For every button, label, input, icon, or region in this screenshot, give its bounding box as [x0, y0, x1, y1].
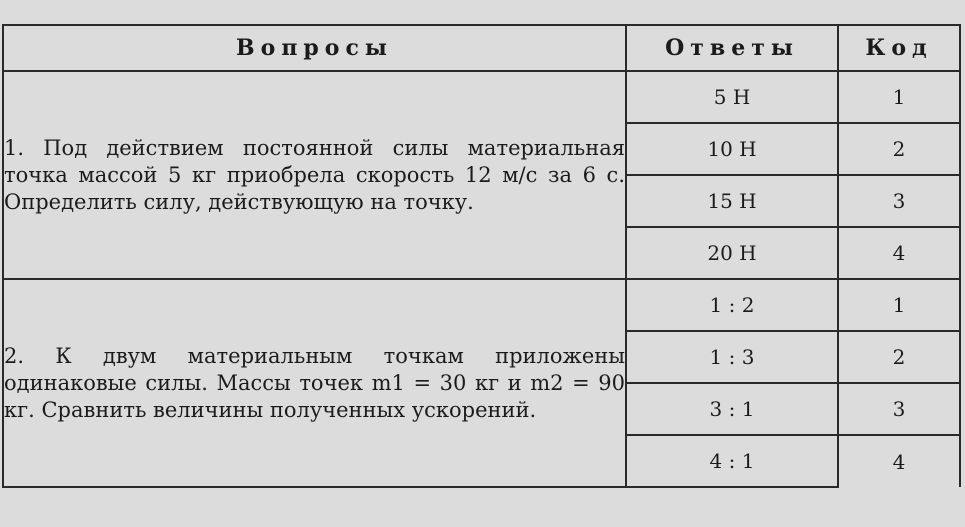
- header-questions: Вопросы: [3, 25, 626, 71]
- code-cell: 3: [838, 383, 960, 435]
- table-row: [3, 279, 960, 331]
- answer-cell: 15 Н: [626, 175, 838, 227]
- answer-cell: 4 : 1: [626, 435, 838, 487]
- answer-cell: 3 : 1: [626, 383, 838, 435]
- answer-cell: 20 Н: [626, 227, 838, 279]
- code-cell: 2: [838, 123, 960, 175]
- answer-cell: 1 : 3: [626, 331, 838, 383]
- question-1-cell: [3, 71, 626, 279]
- answer-cell: 5 Н: [626, 71, 838, 123]
- code-cell: 4: [838, 227, 960, 279]
- question-1-text: 1. Под действием постоянной силы материальная точка массой 5 кг приобрела скорость 12 м/с за 6 с. Определить силу, действующую на точку.: [4, 135, 625, 214]
- header-code: Код: [838, 25, 960, 71]
- question-2-cell: [3, 279, 626, 487]
- header-answers: Ответы: [626, 25, 838, 71]
- table-row: [3, 71, 960, 123]
- code-cell: 1: [838, 279, 960, 331]
- answer-cell: 10 Н: [626, 123, 838, 175]
- code-cell: 3: [838, 175, 960, 227]
- code-cell: 2: [838, 331, 960, 383]
- code-cell: 1: [838, 71, 960, 123]
- question-2-text: 2. К двум материальным точкам приложены одинаковые силы. Массы точек m1 = 30 кг и m2 = 90 кг. Сравнить величины полученных ускорений.: [4, 343, 625, 422]
- code-cell: 4: [838, 435, 960, 487]
- answer-cell: 1 : 2: [626, 279, 838, 331]
- quiz-table: [2, 24, 961, 488]
- header-row: [3, 25, 960, 71]
